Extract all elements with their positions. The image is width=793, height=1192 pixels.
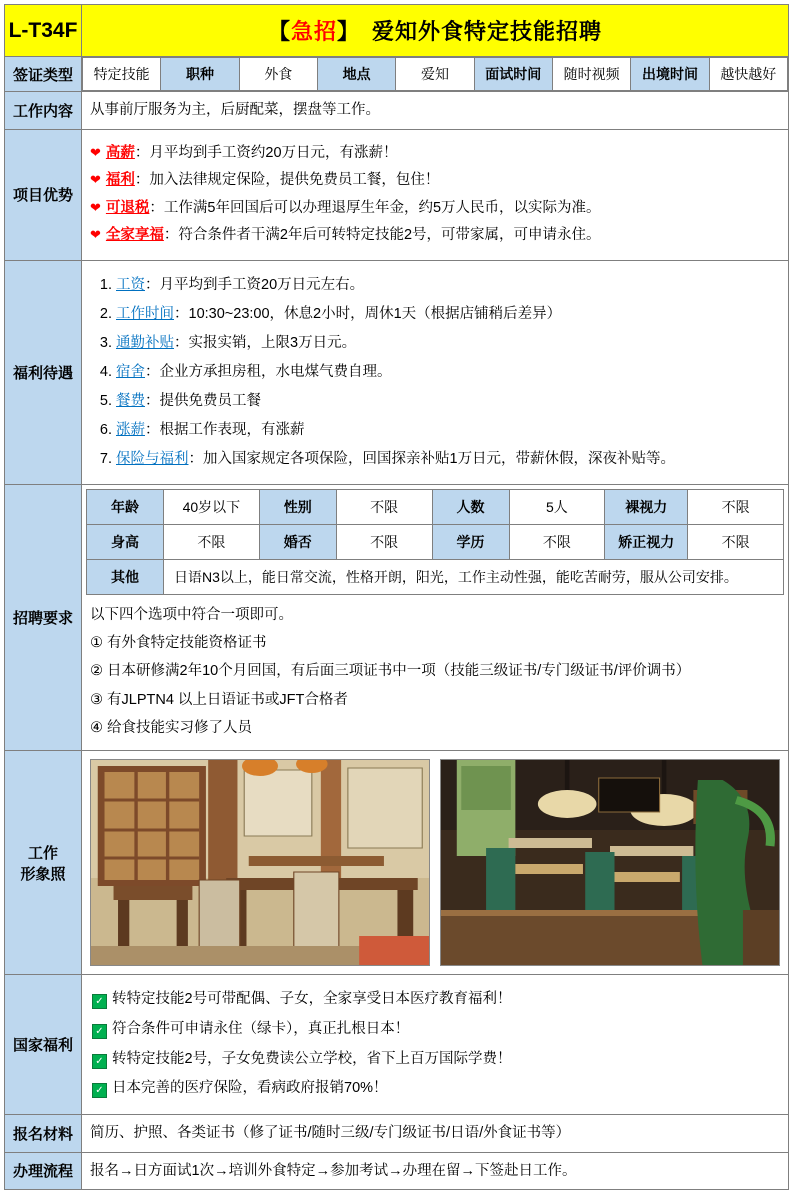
- req-note-head: 以下四个选项中符合一项即可。: [90, 606, 293, 623]
- photo-art-right: [441, 760, 779, 965]
- national-welfare-list: [82, 975, 789, 1115]
- req-height-label: 身高: [87, 524, 164, 559]
- title-prefix: 【: [267, 19, 291, 44]
- visa-cell-6: 随时视频: [552, 58, 630, 91]
- national-welfare-row: [5, 975, 789, 1115]
- requirements-label: 招聘要求: [5, 484, 82, 750]
- check-icon: ✓: [92, 1054, 107, 1069]
- photos-label: [5, 751, 82, 975]
- title-suffix: 】 爱知外食特定技能招聘: [337, 19, 603, 44]
- welfare-keyword: 保险与福利: [116, 450, 189, 467]
- advantage-item: [90, 195, 780, 223]
- heart-icon: ❤: [90, 227, 101, 243]
- job-content-text: 从事前厅服务为主，后厨配菜，摆盘等工作。: [82, 92, 789, 130]
- national-welfare-text: 日本完善的医疗保险，看病政府报销70%！: [112, 1080, 388, 1097]
- req-gender-value: 不限: [336, 489, 432, 524]
- photos-container: [82, 751, 789, 975]
- national-welfare-text: 转特定技能2号，子女免费读公立学校，省下上百万国际学费！: [112, 1050, 512, 1067]
- req-education-label: 学历: [432, 524, 509, 559]
- advantage-item: [90, 167, 780, 195]
- req-age-value: 40岁以下: [164, 489, 260, 524]
- visa-cell-1: 职种: [161, 58, 239, 91]
- advantage-keyword: 高薪: [105, 144, 135, 161]
- advantage-text: ：符合条件者干满2年后可转特定技能2号，可带家属，可申请永住。: [163, 227, 601, 244]
- req-marital-value: 不限: [336, 524, 432, 559]
- national-welfare-item: [92, 1045, 778, 1075]
- welfare-keyword: 宿舍: [116, 363, 145, 380]
- req-vision-label: 裸视力: [605, 489, 688, 524]
- welfare-item: [116, 445, 780, 474]
- restaurant-interior-right-photo: [440, 759, 780, 966]
- visa-table: [82, 57, 788, 91]
- req-note-item: ③ 有JLPTN4 以上日语证书或JFT合格者: [90, 691, 348, 708]
- heart-icon: ❤: [90, 172, 101, 188]
- advantage-text: ：工作满5年回国后可以办理退厚生年金，约5万人民币，以实际为准。: [149, 199, 601, 216]
- welfare-text: ：提供免费员工餐: [145, 392, 261, 409]
- process-text: 报名→日方面试1次→培训外食特定→参加考试→办理在留→下签赴日工作。: [82, 1152, 789, 1190]
- advantage-keyword: 可退税: [105, 199, 150, 216]
- requirements-row: [5, 484, 789, 750]
- advantage-item: [90, 222, 780, 250]
- visa-cell-2: 外食: [239, 58, 317, 91]
- welfare-list: [90, 271, 780, 474]
- advantage-keyword: 福利: [105, 172, 135, 189]
- materials-text: 简历、护照、各类证书（修了证书/随时三级/专门级证书/日语/外食证书等）: [82, 1115, 789, 1153]
- visa-cell-5: 面试时间: [474, 58, 552, 91]
- visa-cell-3: 地点: [317, 58, 395, 91]
- req-note-item: ④ 给食技能实习修了人员: [90, 719, 253, 736]
- posting-code: L-T34F: [5, 5, 82, 57]
- advantages-row: [5, 129, 789, 260]
- check-icon: ✓: [92, 1024, 107, 1039]
- restaurant-interior-left-photo: [90, 759, 430, 966]
- welfare-text: ：月平均到手工资20万日元左右。: [145, 276, 365, 293]
- req-note-item: ② 日本研修满2年10个月回国，有后面三项证书中一项（技能三级证书/专门级证书/评价调书）: [90, 663, 691, 680]
- welfare-item: [116, 300, 780, 329]
- job-content-row: [5, 92, 789, 130]
- national-welfare-text: 符合条件可申请永住（绿卡），真正扎根日本！: [112, 1020, 410, 1037]
- welfare-text: ：实报实销，上限3万日元。: [174, 334, 357, 351]
- welfare-keyword: 涨薪: [116, 421, 145, 438]
- advantage-keyword: 全家享福: [105, 227, 164, 244]
- welfare-item: [116, 387, 780, 416]
- req-gender-label: 性别: [259, 489, 336, 524]
- national-welfare-item: [92, 985, 778, 1015]
- welfare-text: ：根据工作表现，有涨薪: [145, 421, 305, 438]
- heart-icon: ❤: [90, 199, 101, 215]
- visa-row: [5, 57, 789, 92]
- header-row: [5, 5, 789, 57]
- advantage-item: [90, 140, 780, 168]
- materials-row: [5, 1115, 789, 1153]
- req-age-label: 年龄: [87, 489, 164, 524]
- req-corrected-vision-label: 矫正视力: [605, 524, 688, 559]
- process-row: [5, 1152, 789, 1190]
- welfare-keyword: 工作时间: [116, 305, 174, 322]
- visa-cell-0: 特定技能: [83, 58, 161, 91]
- requirements-notes: [86, 595, 784, 744]
- visa-type-label: 签证类型: [5, 57, 82, 92]
- advantages-list: [82, 129, 789, 260]
- welfare-list-container: [82, 260, 789, 484]
- table-row: [87, 559, 784, 594]
- welfare-item: [116, 271, 780, 300]
- visa-cell-7: 出境时间: [631, 58, 709, 91]
- welfare-keyword: 餐费: [116, 392, 145, 409]
- photos-label-line2: 形象照: [20, 865, 66, 883]
- check-icon: ✓: [92, 1083, 107, 1098]
- req-education-value: 不限: [509, 524, 605, 559]
- posting-table: [4, 4, 789, 1190]
- visa-cell-4: 爱知: [396, 58, 474, 91]
- req-height-value: 不限: [164, 524, 260, 559]
- welfare-item: [116, 329, 780, 358]
- photos-row: [5, 751, 789, 975]
- req-corrected-vision-value: 不限: [688, 524, 784, 559]
- requirements-container: [82, 484, 789, 750]
- welfare-keyword: 工资: [116, 276, 145, 293]
- requirements-grid: [86, 489, 784, 595]
- visa-cell-8: 越快越好: [709, 58, 787, 91]
- welfare-item: [116, 358, 780, 387]
- req-other-value: 日语N3以上，能日常交流，性格开朗，阳光，工作主动性强，能吃苦耐劳，服从公司安排。: [164, 559, 784, 594]
- welfare-label: 福利待遇: [5, 260, 82, 484]
- req-headcount-value: 5人: [509, 489, 605, 524]
- page-title: [82, 5, 789, 57]
- process-label: 办理流程: [5, 1152, 82, 1190]
- job-content-label: 工作内容: [5, 92, 82, 130]
- welfare-row: [5, 260, 789, 484]
- advantage-text: ：月平均到手工资约20万日元，有涨薪！: [134, 144, 398, 161]
- welfare-keyword: 通勤补贴: [116, 334, 174, 351]
- heart-icon: ❤: [90, 144, 101, 160]
- table-row: [87, 524, 784, 559]
- national-welfare-item: [92, 1074, 778, 1104]
- welfare-text: ：10:30~23:00，休息2小时，周休1天（根据店铺稍后差异）: [174, 305, 562, 322]
- photo-art-left: [91, 760, 429, 965]
- photo-strip: [86, 755, 784, 970]
- national-welfare-text: 转特定技能2号可带配偶、子女，全家享受日本医疗教育福利！: [112, 991, 512, 1008]
- req-marital-label: 婚否: [259, 524, 336, 559]
- photos-label-line1: 工作: [27, 844, 58, 862]
- national-welfare-item: [92, 1015, 778, 1045]
- advantages-label: 项目优势: [5, 129, 82, 260]
- req-vision-value: 不限: [688, 489, 784, 524]
- welfare-item: [116, 416, 780, 445]
- welfare-text: ：加入国家规定各项保险，回国探亲补贴1万日元，带薪休假，深夜补贴等。: [188, 450, 676, 467]
- req-headcount-label: 人数: [432, 489, 509, 524]
- title-urgent: 急招: [290, 19, 337, 44]
- national-welfare-label: 国家福利: [5, 975, 82, 1115]
- req-other-label: 其他: [87, 559, 164, 594]
- table-row: [87, 489, 784, 524]
- visa-cells-container: [82, 57, 789, 92]
- check-icon: ✓: [92, 994, 107, 1009]
- req-note-item: ① 有外食特定技能资格证书: [90, 635, 267, 652]
- materials-label: 报名材料: [5, 1115, 82, 1153]
- advantage-text: ：加入法律规定保险，提供免费员工餐，包住！: [134, 172, 440, 189]
- welfare-text: ：企业方承担房租，水电煤气费自理。: [145, 363, 392, 380]
